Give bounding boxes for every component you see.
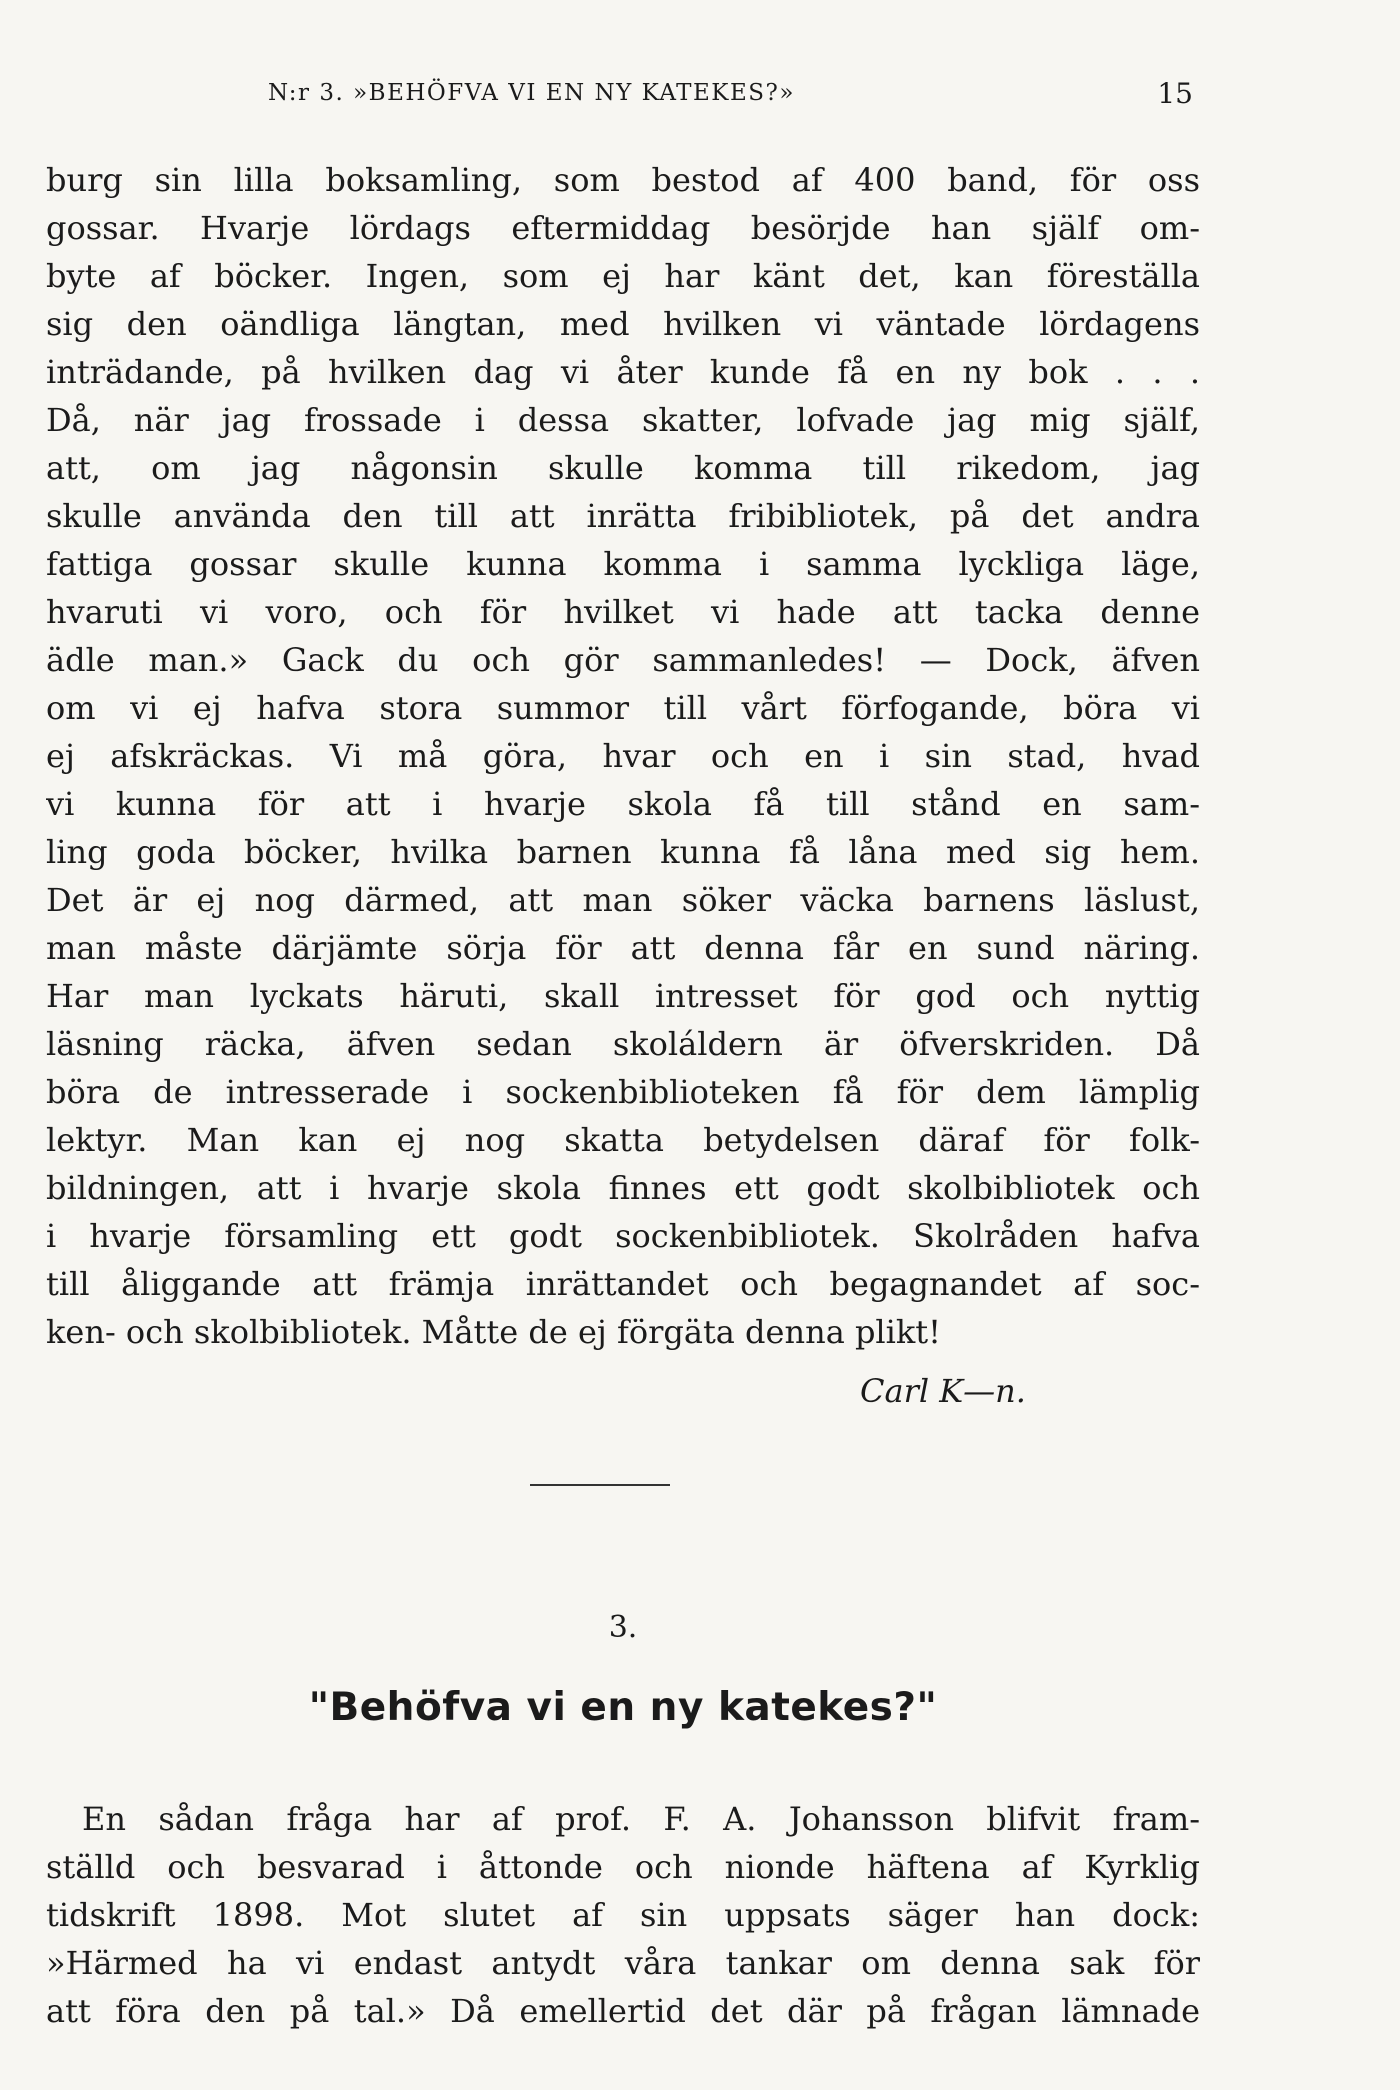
text-line: burg sin lilla boksamling, som bestod af 400 band, för oss [46,161,1200,199]
text-line: lektyr. Man kan ej nog skatta betydelsen däraf för folk- [46,1121,1200,1159]
text-line: man måste därjämte sörja för att denna får en sund näring. [46,929,1200,967]
text-line: Då, när jag frossade i dessa skatter, lofvade jag mig själf, [46,401,1200,439]
text-line: En sådan fråga har af prof. F. A. Johansson blifvit fram- [82,1800,1200,1838]
text-line: ling goda böcker, hvilka barnen kunna få låna med sig hem. [46,833,1200,871]
text-line: fattiga gossar skulle kunna komma i samma lyckliga läge, [46,545,1200,583]
running-head [268,77,1193,120]
page-number: 15 [1157,77,1193,110]
text-line: böra de intresserade i sockenbiblioteken få för dem lämplig [46,1073,1200,1111]
text-line: ken- och skolbibliotek. Måtte de ej förgäta denna plikt! [46,1313,941,1351]
text-line: om vi ej hafva stora summor till vårt förfogande, böra vi [46,689,1200,727]
text-line: att, om jag någonsin skulle komma till rikedom, jag [46,449,1200,487]
text-line: »Härmed ha vi endast antydt våra tankar om denna sak för [46,1944,1200,1982]
text-line: läsning räcka, äfven sedan skoláldern är öfverskriden. Då [46,1025,1200,1063]
section-number: 3. [608,1610,638,1645]
text-line: hvaruti vi voro, och för hvilket vi hade att tacka denne [46,593,1200,631]
article-body [46,156,1200,1356]
text-line: tidskrift 1898. Mot slutet af sin uppsats säger han dock: [46,1896,1200,1934]
text-line: sig den oändliga längtan, med hvilken vi väntade lördagens [46,305,1200,343]
text-line: gossar. Hvarje lördags eftermiddag besörjde han själf om- [46,209,1200,247]
text-line: vi kunna för att i hvarje skola få till stånd en sam- [46,785,1200,823]
text-line: byte af böcker. Ingen, som ej har känt det, kan föreställa [46,257,1200,295]
text-line: ädle man.» Gack du och gör sammanledes! — Dock, äfven [46,641,1200,679]
text-line: ställd och besvarad i åttonde och nionde häftena af Kyrklig [46,1848,1200,1886]
section-body [46,1795,1200,2035]
section-title: "Behöfva vi en ny katekes?" [308,1685,938,1730]
section-divider [530,1484,670,1486]
text-line: till åliggande att främja inrättandet och begagnandet af soc- [46,1265,1200,1303]
text-line: i hvarje församling ett godt sockenbibliotek. Skolråden hafva [46,1217,1200,1255]
text-line: att föra den på tal.» Då emellertid det där på frågan lämnade [46,1992,1200,2030]
text-line: ej afskräckas. Vi må göra, hvar och en i sin stad, hvad [46,737,1200,775]
text-line: skulle använda den till att inrätta fribibliotek, på det andra [46,497,1200,535]
text-line: inträdande, på hvilken dag vi åter kunde få en ny bok . . . [46,353,1200,391]
author-signature: Carl K—n. [860,1372,1026,1410]
text-line: Har man lyckats häruti, skall intresset för god och nyttig [46,977,1200,1015]
text-line: bildningen, att i hvarje skola finnes ett godt skolbibliotek och [46,1169,1200,1207]
text-line: Det är ej nog därmed, att man söker väcka barnens läslust, [46,881,1200,919]
running-head-title: N:r 3. »BEHÖFVA VI EN NY KATEKES?» [268,80,795,106]
